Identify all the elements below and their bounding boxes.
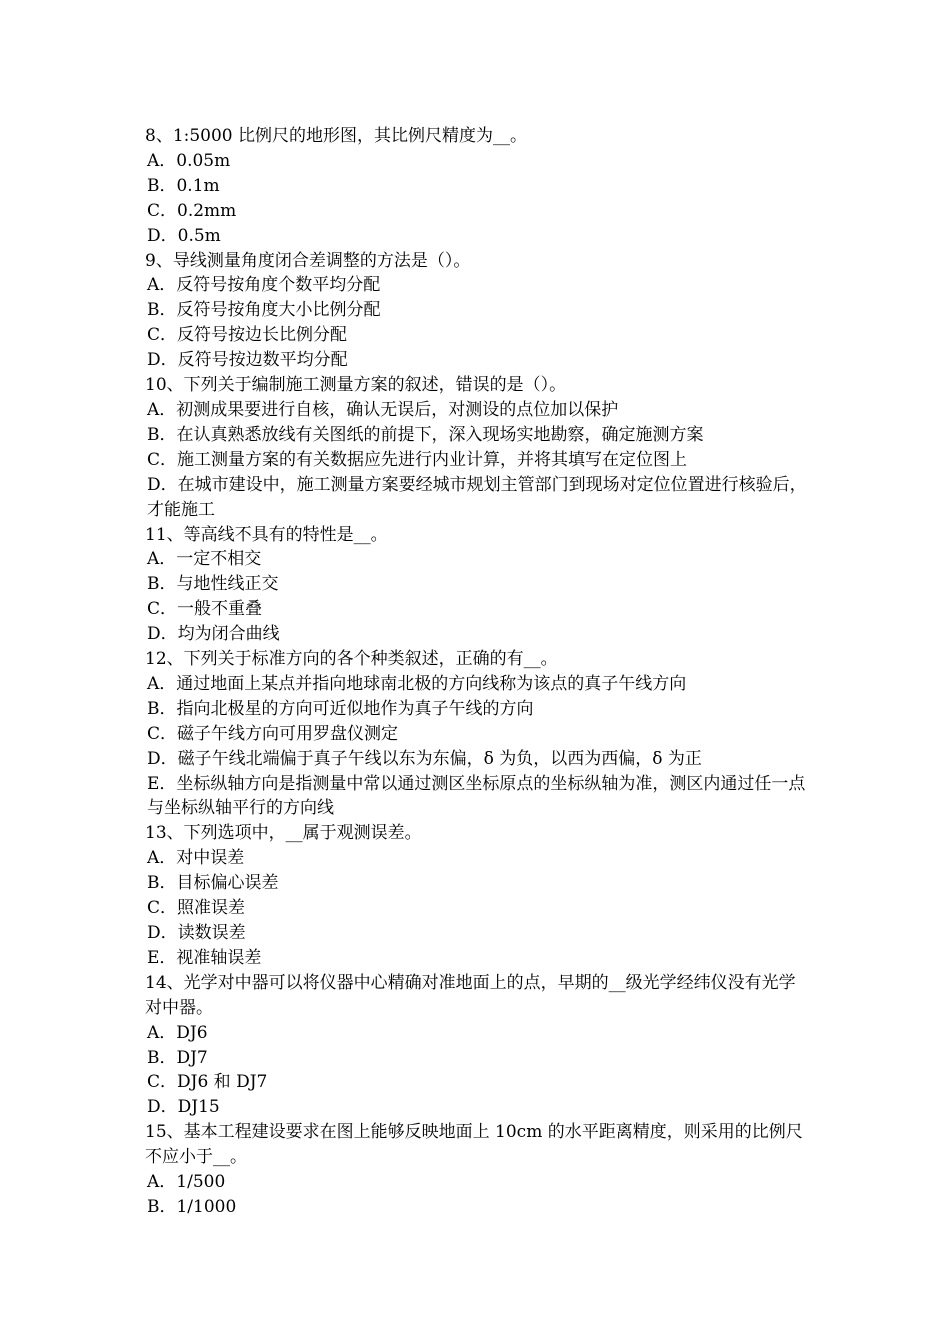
question-list: [145, 124, 810, 1220]
option-c: C．照准误差: [147, 898, 246, 919]
option-d: D．DJ15: [147, 1097, 220, 1118]
option-d: D．在城市建设中，施工测量方案要经城市规划主管部门到现场对定位位置进行核验后，才能施工: [147, 474, 807, 520]
question-9: [145, 249, 810, 374]
option-a: A．0.05m: [147, 150, 231, 171]
question-13: [145, 821, 810, 970]
option-a: A．通过地面上某点并指向地球南北极的方向线称为该点的真子午线方向: [147, 673, 687, 694]
question-stem: 14、光学对中器可以将仪器中心精确对准地面上的点，早期的__级光学经纬仪没有光学对中器。: [145, 972, 796, 1018]
option-a: A．初测成果要进行自核，确认无误后，对测设的点位加以保护: [147, 399, 619, 420]
option-b: B．DJ7: [147, 1047, 208, 1068]
question-11: [145, 523, 810, 648]
option-a: A．反符号按角度个数平均分配: [147, 275, 381, 296]
question-12: [145, 647, 810, 821]
option-c: C．施工测量方案的有关数据应先进行内业计算，并将其填写在定位图上: [147, 449, 688, 470]
option-d: D．读数误差: [147, 923, 246, 943]
question-stem: 12、下列关于标准方向的各个种类叙述，正确的有__。: [145, 649, 558, 670]
option-b: B．目标偏心误差: [147, 873, 279, 894]
option-c: C．0.2mm: [147, 200, 237, 221]
question-8: [145, 124, 810, 249]
question-stem: 8、1:5000 比例尺的地形图，其比例尺精度为__。: [145, 126, 528, 146]
question-10: [145, 373, 810, 522]
option-c: C．DJ6 和 DJ7: [147, 1072, 268, 1093]
question-stem: 13、下列选项中，__属于观测误差。: [145, 823, 422, 844]
question-15: [145, 1120, 810, 1220]
question-stem: 15、基本工程建设要求在图上能够反映地面上 10cm 的水平距离精度，则采用的比例尺不应小于__。: [145, 1122, 803, 1168]
question-stem: 11、等高线不具有的特性是__。: [145, 524, 388, 545]
option-c: C．磁子午线方向可用罗盘仪测定: [147, 723, 399, 744]
option-a: A．对中误差: [147, 848, 245, 869]
option-a: A．1/500: [147, 1172, 226, 1193]
option-e: E．坐标纵轴方向是指测量中常以通过测区坐标原点的坐标纵轴为准，测区内通过任一点与坐标纵轴平行的方向线: [147, 773, 806, 819]
option-e: E．视准轴误差: [147, 947, 262, 968]
option-a: A．DJ6: [147, 1022, 208, 1043]
option-c: C．一般不重叠: [147, 599, 263, 620]
question-stem: 9、导线测量角度闭合差调整的方法是（）。: [145, 250, 471, 271]
option-a: A．一定不相交: [147, 549, 262, 570]
option-b: B．1/1000: [147, 1196, 237, 1217]
question-14: [145, 971, 810, 1120]
option-b: B．与地性线正交: [147, 574, 279, 595]
option-b: B．反符号按角度大小比例分配: [147, 300, 381, 321]
option-c: C．反符号按边长比例分配: [147, 325, 348, 346]
option-b: B．在认真熟悉放线有关图纸的前提下，深入现场实地勘察，确定施测方案: [147, 424, 704, 445]
option-d: D．均为闭合曲线: [147, 624, 280, 645]
option-d: D．0.5m: [147, 225, 221, 246]
option-d: D．反符号按边数平均分配: [147, 350, 348, 371]
option-d: D．磁子午线北端偏于真子午线以东为东偏，δ 为负，以西为西偏，δ 为正: [147, 748, 702, 769]
option-b: B．0.1m: [147, 175, 220, 196]
question-stem: 10、下列关于编制施工测量方案的叙述，错误的是（）。: [145, 375, 567, 396]
option-b: B．指向北极星的方向可近似地作为真子午线的方向: [147, 698, 534, 719]
